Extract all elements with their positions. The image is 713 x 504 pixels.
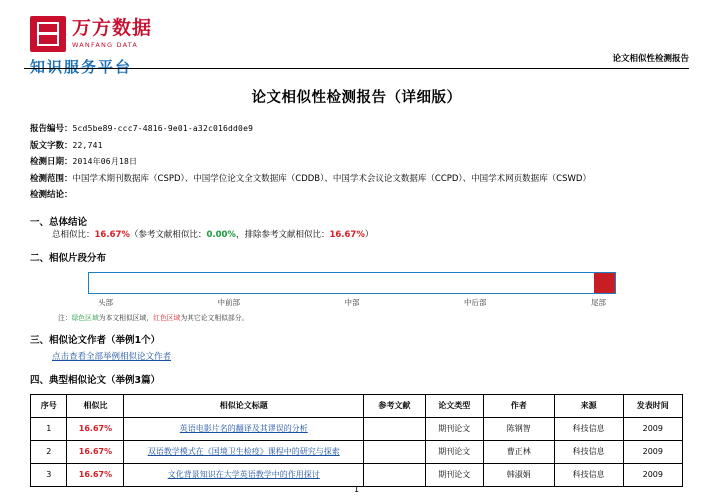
logo-english-name: WANFANG DATA	[72, 40, 139, 49]
section-1-body	[52, 228, 713, 240]
section-3-heading: 三、相似论文作者（举例1个）	[30, 334, 161, 346]
cell-author: 韩淑娟	[483, 463, 554, 486]
cell-title-link[interactable]: 文化背景知识在大学英语教学中的作用探讨	[124, 463, 364, 486]
header-right-label: 论文相似性检测报告	[612, 54, 689, 64]
cell-index: 1	[31, 417, 67, 440]
cell-ratio: 16.67%	[67, 440, 124, 463]
meta-row-report-id	[30, 121, 713, 138]
cell-index: 2	[31, 440, 67, 463]
column-header-ratio: 相似比	[67, 394, 124, 417]
cell-reference	[363, 417, 425, 440]
note-mid-2: 为其它论文相似部分。	[180, 313, 249, 322]
column-header-date: 发表时间	[623, 394, 682, 417]
report-meta	[30, 121, 713, 204]
cell-ratio: 16.67%	[67, 417, 124, 440]
view-all-authors-link[interactable]: 点击查看全部举例相似论文作者	[52, 351, 172, 362]
note-green-text: 绿色区域	[71, 313, 99, 322]
cell-type: 期刊论文	[425, 417, 483, 440]
meta-value: 5cd5be89-ccc7-4816-9e01-a32c016dd0e9	[72, 124, 254, 133]
distribution-label: 中部	[344, 297, 360, 307]
cell-source: 科技信息	[554, 417, 623, 440]
column-header-type: 论文类型	[425, 394, 483, 417]
meta-row-word-count	[30, 138, 713, 155]
cell-type: 期刊论文	[425, 463, 483, 486]
meta-row-check-date	[30, 154, 713, 171]
similar-papers-table	[30, 394, 683, 487]
note-prefix: 注：	[58, 313, 72, 322]
column-header-source: 来源	[554, 394, 623, 417]
meta-label: 检测范围：	[30, 173, 73, 184]
table-row	[31, 417, 683, 440]
distribution-label: 头部	[98, 297, 113, 307]
cell-ratio: 16.67%	[67, 463, 124, 486]
note-red-text: 红色区域	[153, 313, 181, 322]
wanfang-logo-icon	[30, 16, 66, 52]
cell-date: 2009	[623, 417, 682, 440]
cell-title-link[interactable]: 英语电影片名的翻译及其谬误的分析	[124, 417, 364, 440]
page-header	[0, 0, 713, 76]
distribution-label: 中前部	[217, 297, 240, 307]
meta-label: 报告编号：	[30, 124, 73, 134]
column-header-title: 相似论文标题	[124, 394, 364, 417]
distribution-segment	[594, 273, 615, 293]
cell-type: 期刊论文	[425, 440, 483, 463]
meta-label: 检测结论：	[30, 190, 73, 201]
cell-index: 3	[31, 463, 67, 486]
cell-source: 科技信息	[554, 463, 623, 486]
meta-row-scope	[30, 171, 713, 188]
logo-subtitle: 知识服务平台	[30, 58, 133, 76]
header-divider	[24, 68, 689, 69]
ratio-paren-prefix: （参考文献相似比：	[129, 229, 207, 240]
meta-row-conclusion	[30, 187, 713, 204]
logo-row	[30, 16, 152, 52]
section-1-heading: 一、总体结论	[30, 216, 88, 228]
cell-reference	[363, 463, 425, 486]
column-header-index: 序号	[31, 394, 67, 417]
distribution-axis-labels	[88, 297, 616, 308]
reference-ratio-value: 0.00%	[206, 229, 236, 240]
total-ratio-label: 总相似比：	[52, 229, 95, 240]
column-header-author: 作者	[483, 394, 554, 417]
cell-title-link[interactable]: 双语教学模式在《国境卫生检疫》课程中的研究与探索	[124, 440, 364, 463]
table-row	[31, 463, 683, 486]
distribution-bar	[88, 272, 616, 294]
table-header-row	[31, 394, 683, 417]
page-number: 1	[353, 485, 360, 494]
distribution-label: 尾部	[591, 297, 606, 307]
cell-author: 曹正林	[483, 440, 554, 463]
distribution-label: 中后部	[464, 297, 487, 307]
section-4-heading: 四、典型相似论文（举例3篇）	[30, 374, 161, 386]
logo-chinese-name: 万方数据	[72, 17, 153, 40]
table-row	[31, 440, 683, 463]
meta-label: 版文字数：	[30, 140, 73, 151]
excluded-ratio-value: 16.67%	[329, 229, 365, 240]
section-2-heading: 二、相似片段分布	[30, 252, 107, 264]
section-3-body	[52, 350, 713, 362]
meta-value: 2014年06月18日	[72, 157, 138, 167]
page-title: 论文相似性检测报告（详细版）	[251, 90, 462, 106]
total-ratio-value: 16.67%	[94, 229, 130, 240]
meta-value: 22,741	[72, 140, 103, 150]
cell-author: 陈钢智	[483, 417, 554, 440]
ratio-paren-suffix: ）	[364, 229, 374, 240]
ratio-paren-mid: ，排除参考文献相似比：	[235, 229, 330, 240]
similarity-distribution	[88, 272, 616, 308]
column-header-reference: 参考文献	[363, 394, 425, 417]
cell-date: 2009	[623, 440, 682, 463]
cell-date: 2009	[623, 463, 682, 486]
cell-source: 科技信息	[554, 440, 623, 463]
cell-reference	[363, 440, 425, 463]
distribution-note	[58, 312, 713, 322]
meta-label: 检测日期：	[30, 157, 73, 168]
note-mid-1: 为本文相似区域，	[98, 313, 154, 322]
meta-value: 中国学术期刊数据库（CSPD）、中国学位论文全文数据库（CDDB）、中国学术会议论文数据库（CCPD）、中国学术网页数据库（CSWD）	[72, 173, 591, 184]
